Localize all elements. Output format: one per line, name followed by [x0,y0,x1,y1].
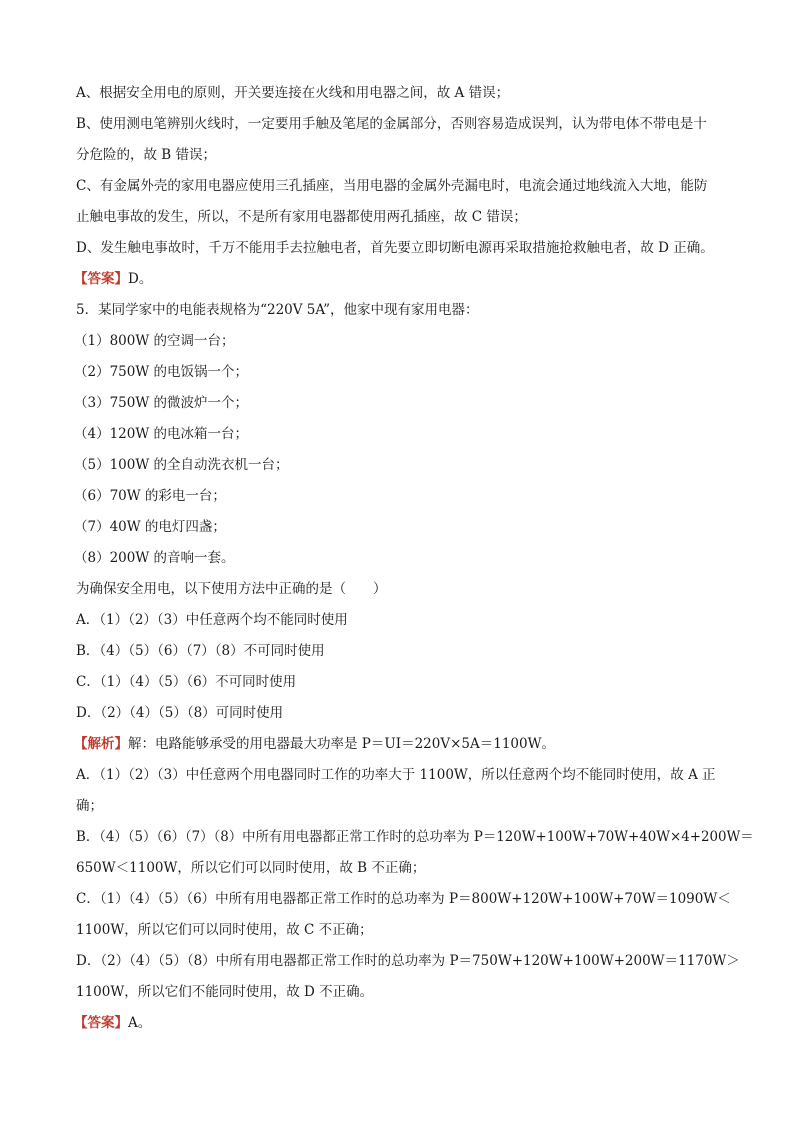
analysis-tag: 【解析】 [74,736,128,752]
analysis-5-a-line2: 确； [76,798,103,814]
prev-analysis-b-line1: B、使用测电笔辨别火线时，一定要用手触及笔尾的金属部分，否则容易造成误判，认为带电体不带电是十 [76,116,707,132]
question-5-prompt: 为确保安全用电，以下使用方法中正确的是（ ） [76,581,387,597]
analysis-5-c-line2: 1100W，所以它们可以同时使用，故 C 不正确； [76,922,373,938]
answer-tag: 【答案】 [74,271,128,287]
appliance-item-3: （3）750W 的微波炉一个； [74,395,249,411]
analysis-5-intro [74,735,555,753]
question-5-stem: 5．某同学家中的电能表规格为“220V 5A”，他家中现有家用电器： [76,302,479,318]
option-c: C．（1）（4）（5）（6）不可同时使用 [76,674,297,690]
appliance-item-7: （7）40W 的电灯四盏； [74,519,226,535]
appliance-item-6: （6）70W 的彩电一台； [74,488,226,504]
answer-5 [74,1014,151,1032]
analysis-5-b-line2: 650W＜1100W，所以它们可以同时使用，故 B 不正确； [76,860,426,876]
analysis-5-a-line1: A．（1）（2）（3）中任意两个用电器同时工作的功率大于 1100W，所以任意两个均不能同时使用，故 A 正 [76,767,716,783]
appliance-item-2: （2）750W 的电饭锅一个； [74,364,249,380]
prev-analysis-b-line2: 分危险的，故 B 错误； [76,147,217,163]
option-b: B．（4）（5）（6）（7）（8）不可同时使用 [76,643,325,659]
answer-value: D。 [128,271,153,287]
option-d: D．（2）（4）（5）（8）可同时使用 [76,705,284,721]
analysis-5-d-line2: 1100W，所以它们不能同时使用，故 D 不正确。 [76,984,374,1000]
appliance-item-8: （8）200W 的音响一套。 [74,550,235,566]
option-a: A．（1）（2）（3）中任意两个均不能同时使用 [76,612,348,628]
prev-answer [74,270,152,288]
prev-analysis-a: A、根据安全用电的原则，开关要连接在火线和用电器之间，故 A 错误； [76,85,510,101]
appliance-item-5: （5）100W 的全自动洗衣机一台； [74,457,289,473]
prev-analysis-d: D、发生触电事故时，千万不能用手去拉触电者，首先要立即切断电源再采取措施抢救触电者，故 D 正确。 [76,240,714,256]
analysis-intro-text: 解：电路能够承受的用电器最大功率是 P＝UI＝220V×5A＝1100W。 [128,736,555,752]
appliance-item-4: （4）120W 的电冰箱一台； [74,426,249,442]
analysis-5-b-line1: B．（4）（5）（6）（7）（8）中所有用电器都正常工作时的总功率为 P＝120W+100W+70W+40W×4+200W＝ [76,829,754,845]
answer-5-tag: 【答案】 [74,1015,128,1031]
answer-5-value: A。 [128,1015,152,1031]
analysis-5-c-line1: C．（1）（4）（5）（6）中所有用电器都正常工作时的总功率为 P＝800W+120W+100W+70W＝1090W＜ [76,891,731,907]
prev-analysis-c-line1: C、有金属外壳的家用电器应使用三孔插座，当用电器的金属外壳漏电时，电流会通过地线流入大地，能防 [76,178,708,194]
appliance-item-1: （1）800W 的空调一台； [74,333,235,349]
analysis-5-d-line1: D．（2）（4）（5）（8）中所有用电器都正常工作时的总功率为 P＝750W+120W+100W+200W＝1170W＞ [76,953,740,969]
prev-analysis-c-line2: 止触电事故的发生，所以，不是所有家用电器都使用两孔插座，故 C 错误； [76,209,527,225]
